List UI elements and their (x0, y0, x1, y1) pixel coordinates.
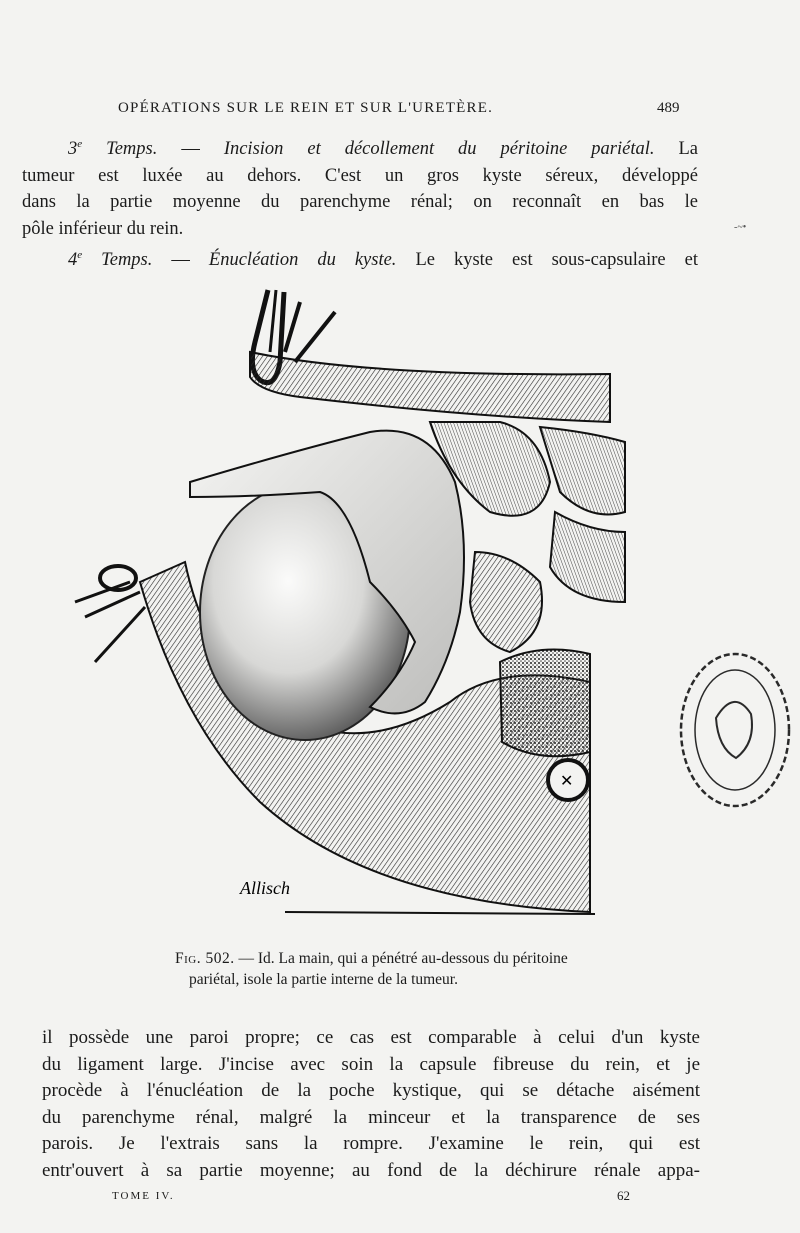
margin-mark: -~• (734, 222, 747, 233)
step4-text: Le kyste est sous-capsulaire et (396, 250, 698, 271)
page-number: 489 (657, 100, 680, 116)
library-stamp (676, 648, 794, 813)
step4-heading: Énucléation du kyste. (208, 250, 397, 271)
text-line: parois. Je l'extrais sans la rompre. J'examine le rein, qui est (42, 1133, 700, 1155)
figure-baseline (285, 912, 595, 914)
step3-label: Temps. (82, 139, 158, 160)
figure-caption (175, 948, 635, 990)
text-line: du parenchyme rénal, malgré la minceur et la transparence de ses (42, 1106, 700, 1128)
svg-text:✕: ✕ (560, 773, 574, 790)
caption-line1 (175, 948, 635, 969)
text-line: entr'ouvert à sa partie moyenne; au fond de la déchirure rénale appa- (42, 1159, 700, 1181)
step3-line (22, 131, 698, 163)
caption-line2: pariétal, isole la partie interne de la tumeur. (189, 971, 458, 988)
step3-text-a: La (654, 139, 699, 160)
step3-number: 3 (68, 139, 78, 160)
step4-label: Temps. (82, 250, 153, 271)
paragraph-bottom (42, 1025, 700, 1185)
abdominal-wall-upper (250, 352, 610, 422)
caption-text1: — Id. La main, qui a pénétré au-dessous du péritoine (234, 950, 568, 967)
text-line: pôle inférieur du rein. (22, 218, 184, 239)
text-line: tumeur est luxée au dehors. C'est un gros kyste séreux, développé (22, 165, 698, 186)
forceps-left (75, 566, 145, 662)
caption-label: Fig. 502. (175, 950, 235, 967)
anatomical-illustration (70, 282, 630, 932)
step4-number: 4 (68, 250, 78, 271)
engraver-signature: Allisch (240, 878, 290, 898)
signature-mark: 62 (617, 1188, 630, 1203)
step3-heading: Incision et décollement du péritoine pariétal. (223, 139, 655, 160)
step4-dash: — (152, 250, 209, 271)
text-line: il possède une paroi propre; ce cas est comparable à celui d'un kyste (42, 1027, 700, 1048)
paragraph-top (22, 131, 698, 274)
text-line: dans la partie moyenne du parenchyme rénal; on reconnaît en bas le (22, 192, 698, 213)
volume-label: TOME IV. (112, 1190, 175, 1202)
running-title: OPÉRATIONS SUR LE REIN ET SUR L'URETÈRE. (118, 100, 494, 116)
step3-sup: e (77, 138, 83, 150)
text-line: procède à l'énucléation de la poche kystique, qui se détache aisément (42, 1080, 700, 1102)
step4-line (22, 242, 698, 274)
step3-dash: — (157, 139, 224, 160)
text-line: du ligament large. J'incise avec soin la capsule fibreuse du rein, et je (42, 1053, 700, 1075)
step4-sup: e (77, 249, 83, 262)
